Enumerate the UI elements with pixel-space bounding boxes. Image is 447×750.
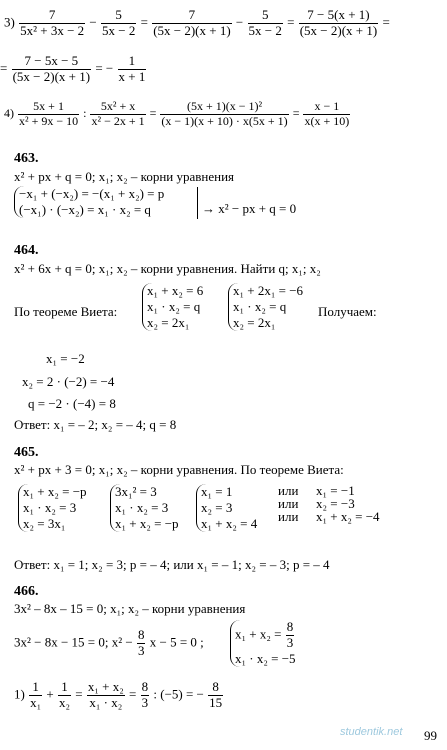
fraction: $\frac{5}{5x - 2}$	[102, 7, 136, 38]
fraction: $\frac{5x + 1}{\text{x² + 9x − 10}}$	[19, 99, 79, 128]
system-line: (−x₁) · (−x₂) = x₁ · x₂ = q	[19, 202, 151, 217]
equation-system: x₁ + 2x₁ = −6 x₁ · x₂ = q x₂ = 2x₁	[228, 283, 303, 331]
result-equation: → x² − px + q = 0	[202, 201, 297, 216]
page-number: 99	[424, 728, 437, 743]
equation-system: x₁ + x₂ = $\frac{8}{3}$ x₁ · x₂ = −5	[230, 620, 296, 667]
fraction: $\frac{8}{3}$	[137, 627, 145, 658]
item-label: 4)	[4, 106, 14, 121]
fraction: $\frac{\text{5x² + x}}{\text{x² − 2x + 1}}$	[91, 99, 145, 128]
system-line: −x₁ + (−x₂) = −(x₁ + x₂) = p	[19, 186, 165, 201]
answer: Ответ: x₁ = 1; x₂ = 3; p = – 4; или x₁ = – 1; x₂ = – 3; p = – 4	[14, 557, 330, 572]
calc-line: q = −2 · (−4) = 8	[28, 396, 116, 411]
watermark: studentik.net	[340, 726, 403, 738]
calc-line: x₁ = −2	[46, 351, 85, 366]
fraction: $\frac{8}{3}$	[141, 679, 149, 710]
obtain-label: Получаем:	[318, 304, 377, 319]
fraction: $\frac{7 - 5x - 5}{(5x - 2)(x + 1)}$	[12, 53, 91, 84]
fraction: $\frac{1}{x + 1}$	[118, 53, 146, 84]
equation-system: x₁ + x₂ = 6 x₁ · x₂ = q x₂ = 2x₁	[142, 283, 203, 331]
fraction: $\frac{1}{\text{x₂}}$	[58, 679, 71, 710]
fraction: $\frac{\text{x₁ + x₂}}{\text{x₁ · x₂}}$	[87, 679, 124, 710]
problem-heading: 466.	[14, 584, 39, 599]
fraction: $\frac{\text{(5x + 1)(x − 1)²}}{(x - 1)(x + 10) \cdot x(5x + 1)}$	[161, 99, 288, 128]
problem-statement: x² + 6x + q = 0; x₁; x₂ – корни уравнения. Найти q; x₁; x₂	[14, 261, 321, 276]
equation-system: x₁ = 1 x₂ = 3 x₁ + x₂ = 4	[196, 484, 257, 532]
problem-statement: x² + px + q = 0; x₁; x₂ – корни уравнения	[14, 169, 235, 184]
problem-statement: 3x² – 8x – 15 = 0; x₁; x₂ – корни уравнения	[14, 601, 246, 616]
equation-system: x₁ = −1 x₂ = −3 x₁ + x₂ = −4	[316, 483, 380, 524]
equation-system: 3x₁² = 3 x₁ · x₂ = 3 x₁ + x₂ = −p	[110, 484, 179, 532]
item1-line: 1) $\frac{1}{\text{x₁}}$ + $\frac{1}{\text{x₂}}$ = $\frac{\text{x₁ + x₂}}{\text{x₁ · x₂}}$ = $\frac{8}{3}$ : (−5) = − $\frac{8}{15}$	[14, 679, 223, 710]
fraction: $\frac{1}{\text{x₁}}$	[30, 679, 42, 710]
fraction: $\frac{8}{3}$	[286, 619, 294, 650]
item3-line2: = $\frac{7 - 5x - 5}{(5x - 2)(x + 1)}$ = − $\frac{1}{x + 1}$	[0, 53, 146, 84]
answer: Ответ: x₁ = – 2; x₂ = – 4; q = 8	[14, 417, 177, 432]
problem-heading: 465.	[14, 445, 39, 460]
fraction: $\frac{5}{5x - 2}$	[248, 7, 282, 38]
problem-heading: 463.	[14, 151, 39, 166]
equation-line: 3x² − 8x − 15 = 0; x² − $\frac{8}{3}$ x − 5 = 0 ;	[14, 627, 204, 658]
fraction: $\frac{7}{(5x - 2)(x + 1)}$	[153, 7, 231, 38]
calc-line: x₂ = 2 · (−2) = −4	[22, 374, 115, 389]
vieta-label: По теореме Виета:	[14, 304, 118, 319]
bracket-line	[197, 187, 198, 219]
problem-heading: 464.	[14, 243, 39, 258]
fraction: $\frac{7 - 5(x + 1)}{(5x - 2)(x + 1)}$	[299, 7, 378, 38]
fraction: $\frac{x - 1}{x(x + 10)}$	[304, 99, 350, 128]
fraction: $\frac{8}{15}$	[209, 679, 223, 710]
item-label: 1)	[14, 686, 25, 702]
item3-line1: 3) $\frac{7}{\text{5x² + 3x − 2}}$ − $\frac{5}{5x - 2}$ = $\frac{7}{(5x - 2)(x + 1)}$ − $\frac{5}{5x - 2}$ = $\frac{7 - 5(x + 1)}{(5x - 2)(x + 1)}$ =	[4, 7, 390, 38]
or-column: или или или	[278, 483, 299, 524]
equation-system	[14, 186, 164, 218]
fraction: $\frac{7}{\text{5x² + 3x − 2}}$	[20, 7, 85, 38]
item4-line: 4) $\frac{5x + 1}{\text{x² + 9x − 10}}$ : $\frac{\text{5x² + x}}{\text{x² − 2x + 1}}$ = $\frac{\text{(5x + 1)(x − 1)²}}{(x - 1)(x + 10) \cdot x(5x + 1)}$ = $\frac{x - 1}{x(x + 10)}$	[4, 99, 350, 128]
item-label: 3)	[4, 14, 15, 30]
problem-statement: x² + px + 3 = 0; x₁; x₂ – корни уравнения. По теореме Виета:	[14, 462, 344, 477]
equation-system: x₁ + x₂ = −p x₁ · x₂ = 3 x₂ = 3x₁	[18, 484, 87, 532]
